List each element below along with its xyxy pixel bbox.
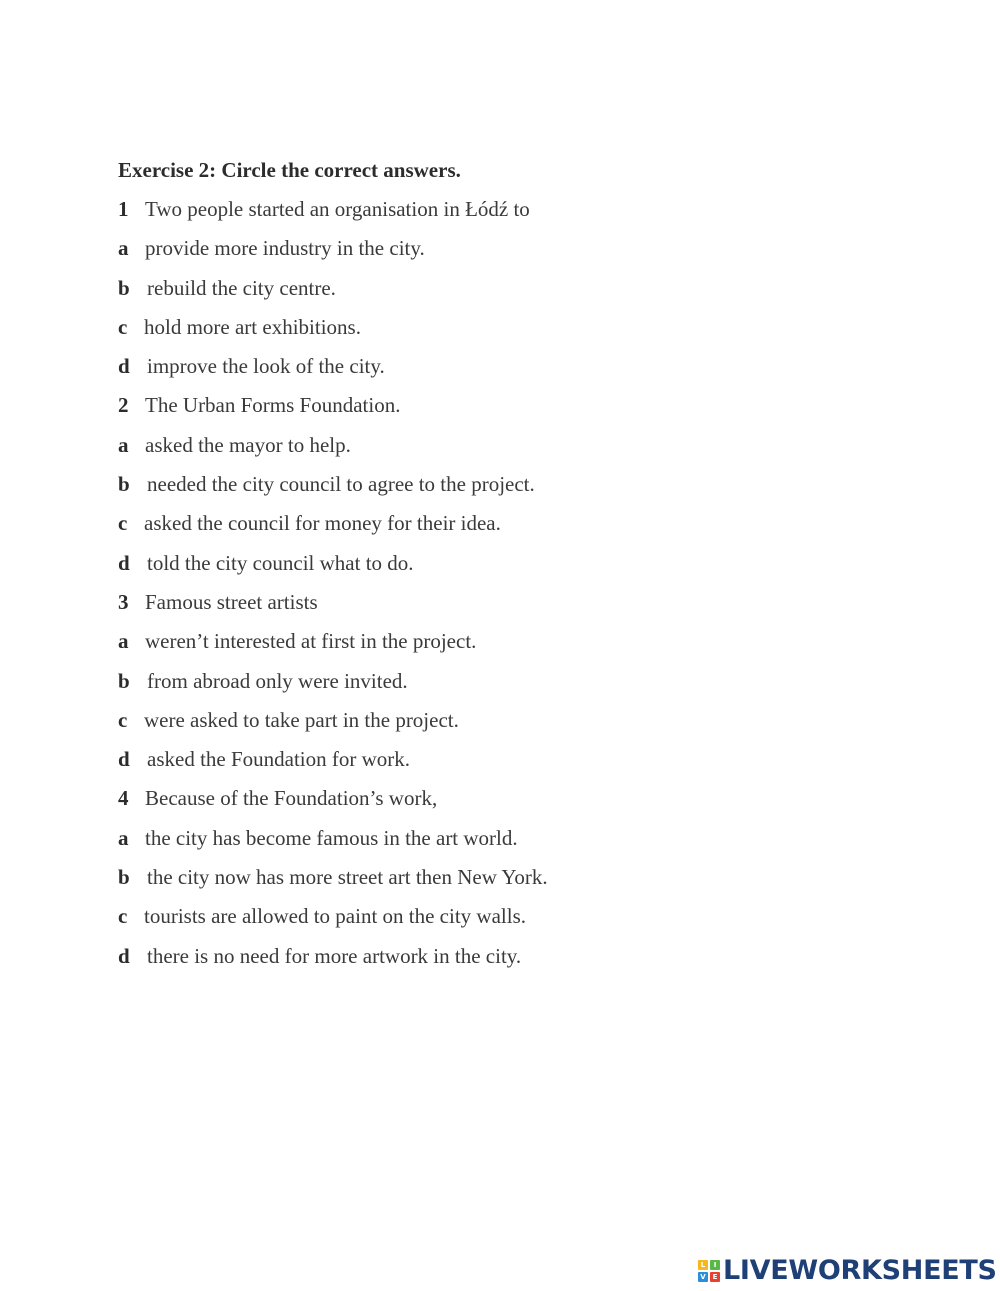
question-stem: Two people started an organisation in Łódź to bbox=[145, 197, 530, 221]
option-letter: a bbox=[118, 236, 129, 261]
option-text: asked the council for money for their idea. bbox=[144, 511, 501, 536]
logo-blocks-icon bbox=[698, 1260, 720, 1282]
exercise-title: Exercise 2: Circle the correct answers. bbox=[118, 158, 461, 182]
option-text: asked the Foundation for work. bbox=[147, 747, 411, 772]
option-letter: b bbox=[118, 275, 130, 300]
question-number: 1 bbox=[118, 197, 129, 221]
option-2d[interactable] bbox=[118, 548, 938, 587]
logo-block: E bbox=[710, 1272, 720, 1282]
option-text: provide more industry in the city. bbox=[145, 236, 425, 261]
option-text: there is no need for more artwork in the city. bbox=[147, 943, 522, 968]
option-text: weren’t interested at first in the project. bbox=[145, 629, 477, 654]
option-letter: c bbox=[118, 707, 128, 732]
option-4a[interactable] bbox=[118, 823, 938, 862]
option-text: improve the look of the city. bbox=[147, 354, 385, 379]
option-3b[interactable] bbox=[118, 666, 938, 705]
logo-text: LIVEWORKSHEETS bbox=[723, 1255, 997, 1286]
option-4c[interactable] bbox=[118, 901, 938, 940]
option-2c[interactable] bbox=[118, 508, 938, 547]
option-3a[interactable] bbox=[118, 626, 938, 665]
option-text: needed the city council to agree to the project. bbox=[147, 472, 535, 497]
option-4d[interactable] bbox=[118, 941, 938, 980]
option-4b[interactable] bbox=[118, 862, 938, 901]
option-1d[interactable] bbox=[118, 351, 938, 390]
liveworksheets-logo bbox=[698, 1255, 997, 1287]
option-letter: d bbox=[118, 943, 130, 968]
logo-block: V bbox=[698, 1272, 708, 1282]
option-text: told the city council what to do. bbox=[147, 550, 414, 575]
option-letter: a bbox=[118, 629, 129, 654]
question-number: 2 bbox=[118, 393, 129, 418]
option-letter: c bbox=[118, 511, 128, 536]
option-2b[interactable] bbox=[118, 469, 938, 508]
question-1 bbox=[118, 194, 938, 233]
logo-block: I bbox=[710, 1260, 720, 1270]
option-letter: b bbox=[118, 472, 130, 497]
option-text: were asked to take part in the project. bbox=[144, 707, 459, 732]
question-number: 3 bbox=[118, 589, 129, 614]
option-letter: d bbox=[118, 550, 130, 575]
option-1b[interactable] bbox=[118, 273, 938, 312]
logo-block: L bbox=[698, 1260, 708, 1270]
option-1c[interactable] bbox=[118, 312, 938, 351]
option-text: the city has become famous in the art world. bbox=[145, 825, 518, 850]
option-text: rebuild the city centre. bbox=[147, 275, 336, 300]
question-2 bbox=[118, 390, 938, 429]
question-stem: The Urban Forms Foundation. bbox=[145, 393, 401, 418]
worksheet bbox=[118, 155, 938, 980]
option-letter: c bbox=[118, 314, 128, 339]
option-text: asked the mayor to help. bbox=[145, 432, 351, 457]
option-text: hold more art exhibitions. bbox=[144, 314, 361, 339]
question-number: 4 bbox=[118, 786, 129, 811]
option-letter: a bbox=[118, 432, 129, 457]
option-2a[interactable] bbox=[118, 430, 938, 469]
option-letter: c bbox=[118, 904, 128, 929]
option-3d[interactable] bbox=[118, 744, 938, 783]
question-stem: Because of the Foundation’s work, bbox=[145, 786, 438, 811]
option-letter: b bbox=[118, 865, 130, 890]
question-3 bbox=[118, 587, 938, 626]
option-text: from abroad only were invited. bbox=[147, 668, 408, 693]
option-text: tourists are allowed to paint on the city walls. bbox=[144, 904, 526, 929]
option-text: the city now has more street art then New York. bbox=[147, 865, 548, 890]
option-letter: d bbox=[118, 354, 130, 379]
question-stem: Famous street artists bbox=[145, 589, 318, 614]
option-letter: a bbox=[118, 825, 129, 850]
option-3c[interactable] bbox=[118, 705, 938, 744]
question-list bbox=[118, 194, 938, 980]
option-1a[interactable] bbox=[118, 233, 938, 272]
option-letter: b bbox=[118, 668, 130, 693]
question-4 bbox=[118, 783, 938, 822]
option-letter: d bbox=[118, 747, 130, 772]
